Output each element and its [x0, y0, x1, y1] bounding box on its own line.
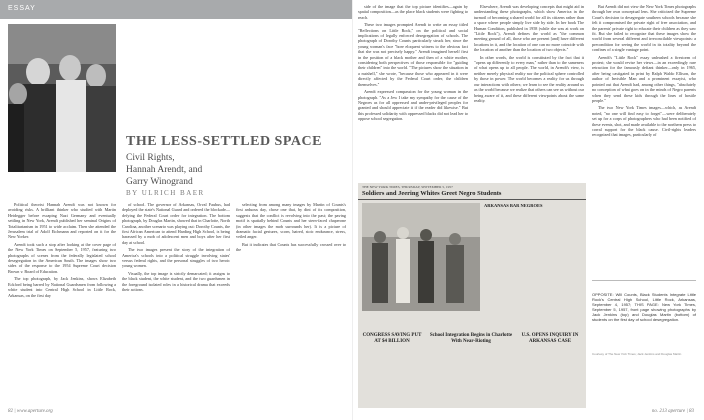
newspaper-lower-headline: CONGRESS SAVING PUT AT $4 BILLION: [362, 333, 422, 344]
subtitle-line: Hannah Arendt, and: [126, 165, 203, 175]
newspaper-headline: Soldiers and Jeering Whites Greet Negro Students: [362, 190, 502, 197]
body-column-1: [8, 202, 116, 408]
newspaper-lower-section: [362, 333, 582, 405]
body-paragraph: Visually, the top image is strictly demarcated; it assigns to the black student, the white student, and the two guardsmen in the foreground isolated roles in a historical drama that exceeds their actions.: [122, 270, 230, 293]
title-block: [126, 134, 346, 188]
newspaper-lower-headline: U.S. OPENS INQUIRY IN ARKANSAS CASE: [521, 333, 579, 344]
newspaper-photo-illustration: [362, 203, 480, 311]
footer-left: 82 | www.aperture.org: [8, 409, 53, 414]
body-column-3: [236, 202, 346, 408]
newspaper-side-column: [484, 203, 582, 323]
body-column-2: [122, 202, 230, 408]
body-paragraph: Political theorist Hannah Arendt was not known for avoiding risks. A brilliant thinker who studied with Martin Heidegger before escaping Nazi Germany and eventually settling in New York, Arendt published her seminal Origins of Totalitarianism in 1951 to wide acclaim. Then she attended the Jerusalem trial of Adolf Eichmann and reported on it for the New Yorker.: [8, 202, 116, 240]
body-paragraph: The two images present the story of the integration of America's schools into a political struggle involving states' versus federal rights, and the personal struggles of two heroic young women.: [122, 247, 230, 269]
newspaper-dateline: THE NEW YORK TIMES, THURSDAY, SEPTEMBER 5, 1957: [362, 185, 453, 189]
body-column-4: [358, 4, 468, 180]
newspaper-side-headline: ARKANSAS BAR NEGROES: [484, 203, 543, 208]
article-subtitle: [126, 152, 346, 188]
newspaper-lower-headline: School Integration Begins in Charlotte With Near-Rioting: [429, 333, 513, 344]
body-paragraph: The top photograph, by Jack Jenkins, shows Elizabeth Eckford being barred by National Guardsmen from following a white student into Central High School in Little Rock, Arkansas, on the first day: [8, 276, 116, 298]
body-paragraph: Arendt's "Little Rock" essay unleashed a firestorm of protest; she would revise her views—in an exceedingly rare retraction for the famously defiant thinker—only in 1965, after being castigated in print by Ralph Waldo Ellison, the author of Invisible Man and a prominent essayist, who pointed out that Arendt had, among other things, "absolutely no conception of what goes on in the minds of Negro parents when they send these kids through the lines of hostile people.": [592, 54, 696, 103]
body-paragraph: of school. The governor of Arkansas, Orval Faubus, had deployed the state's National Guard and ordered the blockade—defying the Federal Court order for integration. The bottom photograph, by Douglas Martin, showed that in Charlotte, North Carolina, another scenario was playing out: Dorothy Counts, the first African American to attend Harding High School, is being harassed by a mob of adolescent men and boys after her first day at school.: [122, 202, 230, 245]
crowd-photo-illustration: [8, 24, 116, 172]
body-paragraph: selecting from among many images by Martin of Counts's first arduous day, chose one that, by dint of its composition, suggests that the conflict is revolving into the past; the paving motif is spatially behind Counts and her stern-faced chaperone (in other images the mob surrounds her). It is a picture of dramatic facial gestures, scorn, hatred, stoic endurance, stress, veiled anger.: [236, 202, 346, 240]
opposite-caption: [592, 292, 696, 350]
body-paragraph: Elsewhere, Arendt was developing concepts that might aid in understanding these photographs, which show America in the turmoil of becoming a shared world for all its citizens rather than a space where people simply live side by side. In her book The Human Condition, published in 1958 (while she was at work on "Little Rock"), Arendt defines the world as "the common meeting ground of all, those who are present [and] have different locations in it, and the location of one can no more coincide with the location of another than the location of two objects.": [474, 4, 584, 53]
section-header-band: [0, 0, 352, 19]
caption-divider: [592, 280, 696, 281]
byline: BY ULRICH BAER: [126, 189, 205, 197]
body-paragraph: Arendt expressed compassion for the young woman in the photograph. "As a Jew I take my sympathy for the cause of the Negroes as for all oppressed and under-privileged peoples for granted and should appreciate it if the reader did likewise." But this professed solidarity with oppressed blacks did not lead her to oppose school segregation.: [358, 89, 468, 122]
page-gutter: [352, 0, 353, 420]
body-paragraph: These two images prompted Arendt to write an essay titled "Reflections on Little Rock," on the political and social implications of legally enforced desegregation of schools. The photograph of Dorothy Counts particularly struck her, since the young woman's face "bore eloquent witness to the obvious fact that she was not precisely happy." Arendt imagined herself first in the position of a black mother and then of a white mother, considering both perspectives of those responsible for "guiding their children" into the world. "The pictures show the situation in a nutshell," she wrote, "because those who appeared in it were directly affected by the Federal Court order, the children themselves.": [358, 22, 468, 87]
body-column-5: [474, 4, 584, 180]
subtitle-line: Garry Winogrand: [126, 177, 193, 187]
body-paragraph: The two New York Times images—which, as Arendt noted, "no one will find easy to forget"—were deliberately set up for a corps of photographers who had been notified of these events, shot, and made available to the northern press to corral support for the black cause. Civil-rights leaders recognized that images, particularly of: [592, 105, 696, 138]
footer-right: no. 213 aperture | 83: [651, 409, 694, 414]
newspaper-header: [358, 183, 586, 200]
caption-text: OPPOSITE: Will Counts, Black Students Integrate Little Rock's Central High School, Little Rock, Arkansas, September 4, 1957; THIS PAGE: New York Times, September 5, 1957, front page showing photographs by Jack Jenkins (top) and Douglas Martin (bottom) of students on the first day of school desegregation.: [592, 292, 696, 322]
body-paragraph: But Arendt did not view the New York Times photographs through her own conceptual lens. She criticized the Supreme Court's decision to desegregate southern schools because she felt it compromised the private right of free association, and the parents' private right to educate their children as they saw fit. But she failed to recognize that these images show the world from several different and irreconcilable viewpoints: a precondition for seeing the world in its totality beyond the confines of a single vantage point.: [592, 4, 696, 53]
newspaper-front-page: [358, 183, 586, 408]
body-paragraph: In other words, the world is constituted by the fact that it "opens up differently to every man," rather than to the sameness of what opens up to all people. The world, in Arendt's view, is neither merely physical reality nor the political sphere controlled by those in power. The world becomes a reality for us through our interactions with others; we learn to see the reality around us as the world because we realize that others can see us without our being aware of it, and these different viewpoints about the same reality.: [474, 54, 584, 103]
archival-photograph: [8, 24, 116, 172]
section-label: ESSAY: [8, 5, 36, 12]
photo-credit: Courtesy of The New York Times; Jack Jenkins and Douglas Martin: [592, 352, 682, 356]
body-paragraph: side of the image that the top picture identifies—again by spatial composition—as the place black students were fighting to reach.: [358, 4, 468, 20]
body-paragraph: But it indicates that Counts has successfully crossed over to the: [236, 241, 346, 253]
subtitle-line: Civil Rights,: [126, 153, 175, 163]
newspaper-photo: [362, 203, 480, 311]
article-title: THE LESS-SETTLED SPACE: [126, 134, 322, 149]
body-paragraph: Arendt took such a stop after looking at the cover page of the New York Times on September 5, 1957, featuring two photographs of scenes from the federally legislated school desegregation in the American South. The images show two sides of the response to the 1954 Supreme Court decision Brown v. Board of Education.: [8, 241, 116, 274]
body-column-6: [592, 4, 696, 274]
